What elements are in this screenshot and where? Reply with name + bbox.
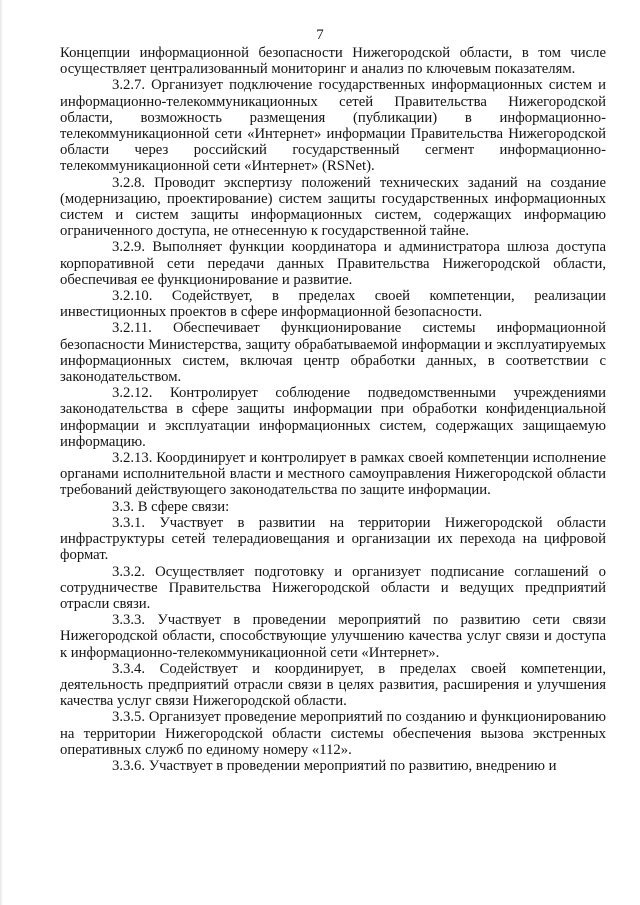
paragraph-3-2-11: 3.2.11. Обеспечивает функционирование системы информационной безопасности Министерства, защиту обрабатываемой информации и эксплуатируемых информационных систем, включая центр обработки данных, в соответствии с законодательством. [60, 320, 606, 386]
paragraph-3-2-12: 3.2.12. Контролирует соблюдение подведомственными учреждениями законодательства в сфере защиты информации при обработки конфиденциальной информации и эксплуатации информационных систем, содержащих защищаемую информацию. [60, 385, 606, 450]
paragraph-3-3-6: 3.3.6. Участвует в проведении мероприятий по развитию, внедрению и [112, 757, 557, 774]
document-body [60, 45, 606, 774]
paragraph-3-2-13: 3.2.13. Координирует и контролирует в рамках своей компетенции исполнение органами исполнительной власти и местного самоуправления Нижегородской области требований действующего законодательства по защите информации. [60, 450, 606, 499]
paragraph-3-2-10: 3.2.10. Содействует, в пределах своей компетенции, реализации инвестиционных проектов в сфере информационной безопасности. [60, 288, 606, 321]
paragraph-3-2-8: 3.2.8. Проводит экспертизу положений технических заданий на создание (модернизацию, проектирование) систем защиты государственных информационных систем и систем защиты информационных систем, содержащих информацию ограниченного доступа, не отнесенную к государственной тайне. [60, 174, 606, 240]
paragraph-continuation: Концепции информационной безопасности Нижегородской области, в том числе осуществляет централизованный мониторинг и анализ по ключевым показателям. [60, 45, 606, 78]
paragraph-3-3-1: 3.3.1. Участвует в развитии на территории Нижегородской области инфраструктуры сетей телерадиовещания и организации их перехода на цифровой формат. [60, 514, 606, 564]
paragraph-3-2-7: 3.2.7. Организует подключение государственных информационных систем и информационно-телекоммуникационных сетей Правительства Нижегородской области, возможность размещения (публикации) в информационно-телекоммуникационной сети «Интернет» информации Правительства Нижегородской области через российский государственный сегмент информационно-телекоммуникационной сети «Интернет» (RSNet). [60, 77, 606, 175]
paragraph-3-3-2: 3.3.2. Осуществляет подготовку и организует подписание соглашений о сотрудничестве Правительства Нижегородской области и ведущих предприятий отрасли связи. [60, 563, 606, 612]
paragraph-3-2-9: 3.2.9. Выполняет функции координатора и администратора шлюза доступа корпоративной сети передачи данных Правительства Нижегородской области, обеспечивая ее функционирование и развитие. [60, 239, 606, 288]
paragraph-3-3-5: 3.3.5. Организует проведение мероприятий по созданию и функционированию на территории Нижегородской области системы обеспечения вызова экстренных оперативных служб по единому номеру «112». [60, 709, 606, 758]
scan-edge-shadow [0, 0, 3, 905]
section-heading-3-3: 3.3. В сфере связи: [112, 498, 230, 515]
paragraph-3-3-3: 3.3.3. Участвует в проведении мероприятий по развитию сети связи Нижегородской области, способствующие улучшению качества услуг связи и доступа к информационно-телекоммуникационной сети «Интернет». [60, 612, 606, 661]
paragraph-3-3-4: 3.3.4. Содействует и координирует, в пределах своей компетенции, деятельность предприятий отрасли связи в целях развития, расширения и улучшения качества услуг связи Нижегородской области. [60, 660, 606, 710]
page-number: 7 [316, 27, 324, 43]
